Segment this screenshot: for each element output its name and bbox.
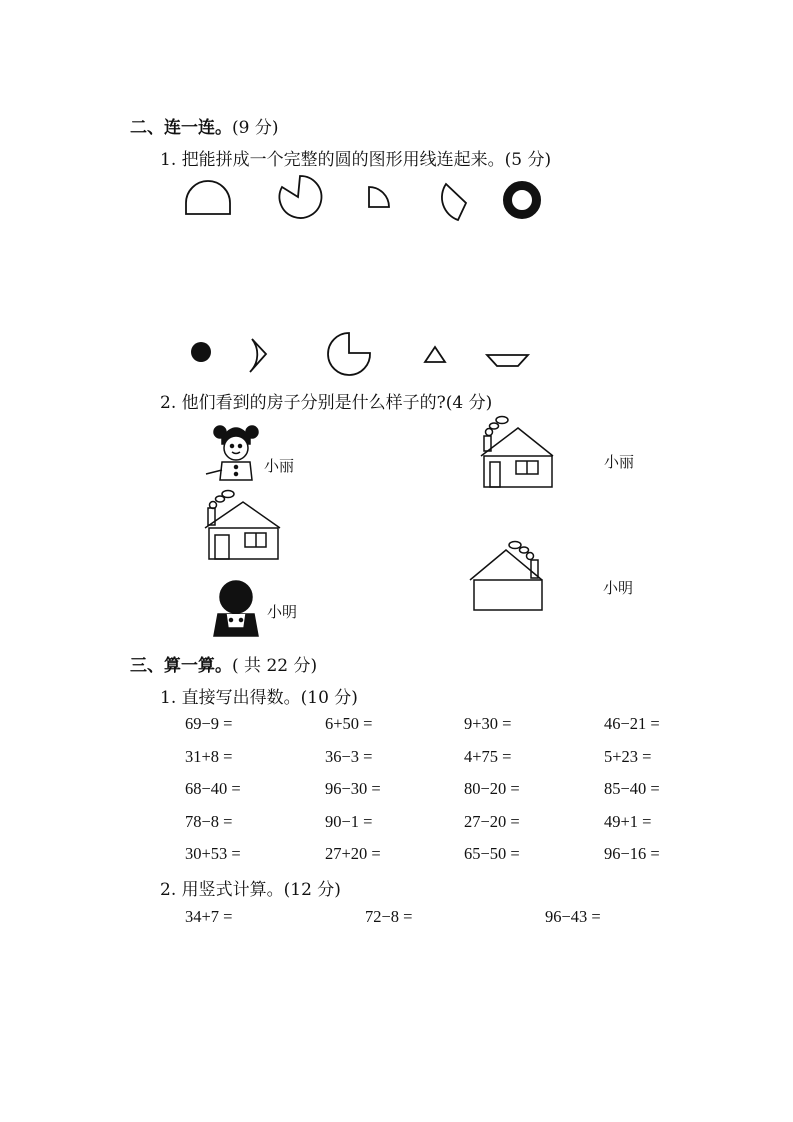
equation: 36−3 = [325, 747, 373, 766]
equation: 9+30 = [464, 714, 512, 733]
house-left-view [205, 491, 280, 560]
section-heading-3 [130, 651, 317, 676]
boy-illustration [214, 581, 258, 636]
house-back-view [470, 542, 542, 611]
shape-small-solid-circle[interactable] [191, 342, 211, 362]
equation: 46−21 = [604, 714, 660, 733]
question-points: (4 分) [445, 393, 493, 413]
equation: 69−9 = [185, 714, 233, 733]
equation: 31+8 = [185, 747, 233, 766]
equation: 96−16 = [604, 844, 660, 863]
vertical-calc-item: 34+7 = [185, 907, 233, 926]
shape-three-quarter-piece[interactable] [250, 339, 266, 372]
section-title: 二、连一连。 [130, 118, 232, 138]
question-text: 1. 直接写出得数。 [160, 688, 301, 708]
equation: 4+75 = [464, 747, 512, 766]
equation: 27−20 = [464, 812, 520, 831]
house-right-view [481, 417, 553, 488]
question-3-2-prompt [160, 875, 341, 900]
shape-circle-missing-sector[interactable] [279, 176, 321, 218]
shape-circle-missing-quarter[interactable] [328, 333, 370, 375]
label-xiaoli-girl: 小丽 [264, 457, 295, 475]
question-text: 2. 他们看到的房子分别是什么样子的? [160, 393, 446, 413]
question-3-1-prompt [160, 683, 358, 708]
equation: 80−20 = [464, 779, 520, 798]
shape-small-triangle[interactable] [425, 347, 445, 362]
question-2-prompt [160, 388, 492, 413]
shape-crescent-segment[interactable] [442, 184, 466, 220]
equation: 65−50 = [464, 844, 520, 863]
section-points: (9 分) [232, 118, 279, 138]
section-points: ( 共 22 分) [232, 656, 318, 676]
equation: 85−40 = [604, 779, 660, 798]
shape-quarter-circle[interactable] [369, 187, 389, 207]
girl-illustration [206, 426, 258, 480]
label-xiaoming-boy: 小明 [267, 603, 298, 621]
equation: 5+23 = [604, 747, 652, 766]
equation: 96−30 = [325, 779, 381, 798]
vertical-calc-item: 96−43 = [545, 907, 601, 926]
question-points: (12 分) [283, 880, 341, 900]
equation: 30+53 = [185, 844, 241, 863]
label-xiaoli-house: 小丽 [604, 453, 635, 471]
equation: 90−1 = [325, 812, 373, 831]
equation: 78−8 = [185, 812, 233, 831]
question-points: (5 分) [504, 150, 552, 170]
shape-ring[interactable] [508, 186, 537, 215]
vertical-calc-item: 72−8 = [365, 907, 413, 926]
equation: 49+1 = [604, 812, 652, 831]
label-xiaoming-house: 小明 [603, 579, 634, 597]
equation: 27+20 = [325, 844, 381, 863]
equation: 68−40 = [185, 779, 241, 798]
question-text: 2. 用竖式计算。 [160, 880, 284, 900]
question-points: (10 分) [300, 688, 358, 708]
shape-semicircle[interactable] [186, 181, 230, 214]
question-text: 1. 把能拼成一个完整的圆的图形用线连起来。 [160, 150, 505, 170]
equation: 6+50 = [325, 714, 373, 733]
shape-circle-segment[interactable] [487, 355, 528, 366]
section-title: 三、算一算。 [130, 656, 232, 676]
